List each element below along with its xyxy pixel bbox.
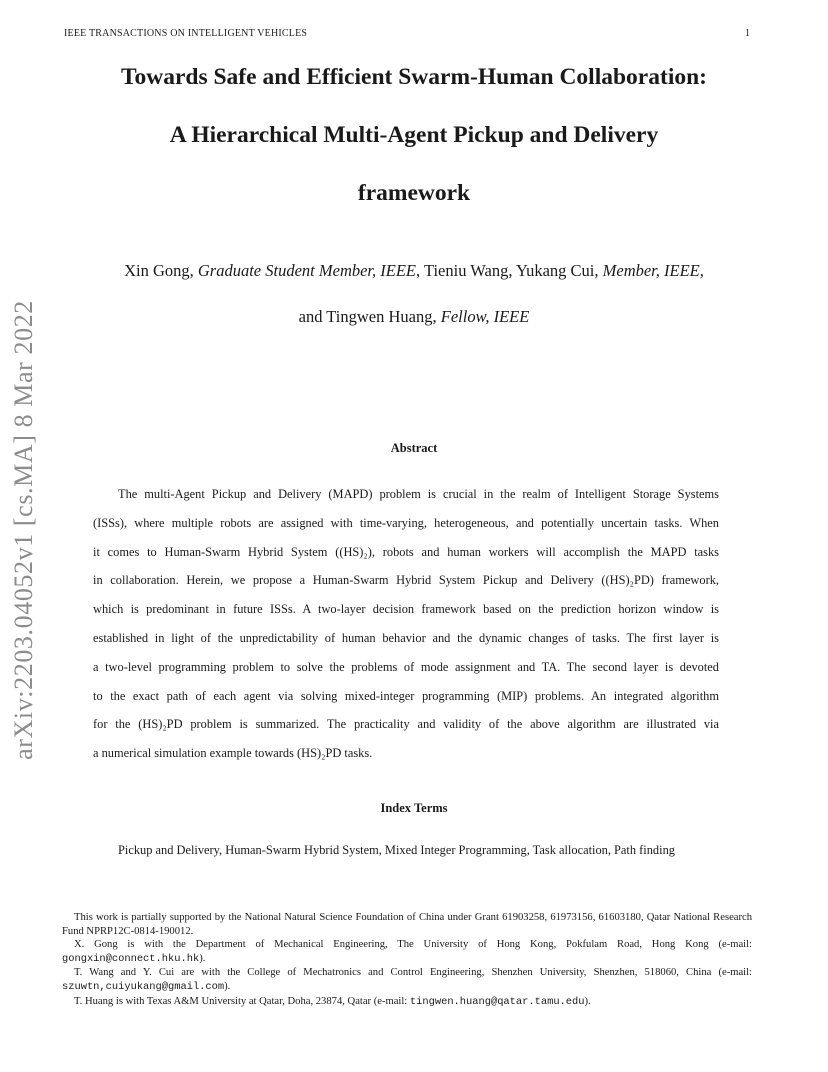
paper-title — [40, 58, 788, 232]
arxiv-stamp: arXiv:2203.04052v1 [cs.MA] 8 Mar 2022 — [9, 300, 38, 760]
author-role: Fellow, IEEE — [440, 307, 530, 326]
footnote-funding: This work is partially supported by the National Natural Science Foundation of China under Grant 61903258, 61973156, 61603180, Qatar National Research Fund NPRP12C-0814-190012. — [62, 912, 752, 937]
abstract-body — [93, 480, 719, 768]
author-role: Member, IEEE — [602, 261, 700, 280]
footnote-text: ). — [199, 952, 206, 964]
author-line-2 — [30, 302, 798, 348]
abstract-line: in collaboration. Herein, we propose a Human-Swarm Hybrid System Pickup and Delivery ((HS)₂PD) framework, — [93, 573, 719, 588]
title-line-3: framework — [357, 180, 471, 206]
abstract-line: established in light of the unpredictability of human behavior and the dynamic changes of tasks. The first layer is — [93, 630, 719, 645]
index-terms-heading: Index Terms — [380, 801, 448, 815]
footnote-text: X. Gong is with the Department of Mechanical Engineering, The University of Hong Kong, Pokfulam Road, Hong Kong (e-mail: — [74, 939, 752, 951]
abstract-heading: Abstract — [390, 441, 438, 455]
abstract-line: it comes to Human-Swarm Hybrid System ((HS)₂), robots and human workers will accomplish the MAPD tasks — [93, 544, 719, 559]
email-link[interactable]: szuwtn,cuiyukang@gmail.com — [62, 980, 225, 993]
author-list — [30, 256, 798, 348]
footnotes — [62, 911, 752, 1009]
author-role: Graduate Student Member, IEEE — [197, 261, 417, 280]
footnote-affiliation — [62, 938, 752, 966]
abstract-line: which is predominant in future ISSs. A two-layer decision framework based on the prediction horizon window is — [93, 602, 719, 617]
author-line-1 — [30, 256, 798, 302]
abstract-line: a two-level programming problem to solve the problems of mode assignment and TA. The second layer is devoted — [93, 659, 719, 674]
author-name: and Tingwen Huang, — [298, 307, 441, 326]
index-terms-text: Pickup and Delivery, Human-Swarm Hybrid System, Mixed Integer Programming, Task allocation, Path finding — [118, 843, 675, 857]
abstract-line: to the exact path of each agent via solving mixed-integer programming (MIP) problems. An integrated algorithm — [93, 688, 719, 703]
abstract-line: The multi-Agent Pickup and Delivery (MAPD) problem is crucial in the realm of Intelligent Storage Systems — [118, 487, 719, 501]
abstract-line: (ISSs), where multiple robots are assigned with time-varying, heterogeneous, and potentially uncertain tasks. When — [93, 515, 719, 530]
running-header: IEEE TRANSACTIONS ON INTELLIGENT VEHICLES — [64, 28, 308, 39]
email-link[interactable]: gongxin@connect.hku.hk — [62, 952, 200, 965]
footnote-text: T. Wang and Y. Cui are with the College of Mechatronics and Control Engineering, Shenzhen University, Shenzhen, 518060, China (e-mail: — [74, 967, 752, 979]
footnote-affiliation — [62, 966, 752, 994]
footnote-text: ). — [224, 980, 231, 992]
abstract-line: a numerical simulation example towards (HS)₂PD tasks. — [93, 746, 373, 761]
email-link[interactable]: tingwen.huang@qatar.tamu.edu — [409, 995, 585, 1008]
author-name: , Tieniu Wang, Yukang Cui, — [416, 261, 603, 280]
title-line-2: A Hierarchical Multi-Agent Pickup and Delivery — [169, 122, 659, 148]
footnote-affiliation — [62, 995, 752, 1010]
author-separator: , — [699, 261, 704, 280]
footnote-text: T. Huang is with Texas A&M University at Qatar, Doha, 23874, Qatar (e-mail: — [74, 995, 410, 1007]
abstract-line: for the (HS)₂PD problem is summarized. The practicality and validity of the above algorithm are illustrated via — [93, 717, 719, 732]
page-number: 1 — [745, 28, 750, 39]
title-line-1: Towards Safe and Efficient Swarm-Human Collaboration: — [120, 64, 707, 90]
footnote-text: ). — [584, 995, 591, 1007]
author-name: Xin Gong, — [124, 261, 198, 280]
